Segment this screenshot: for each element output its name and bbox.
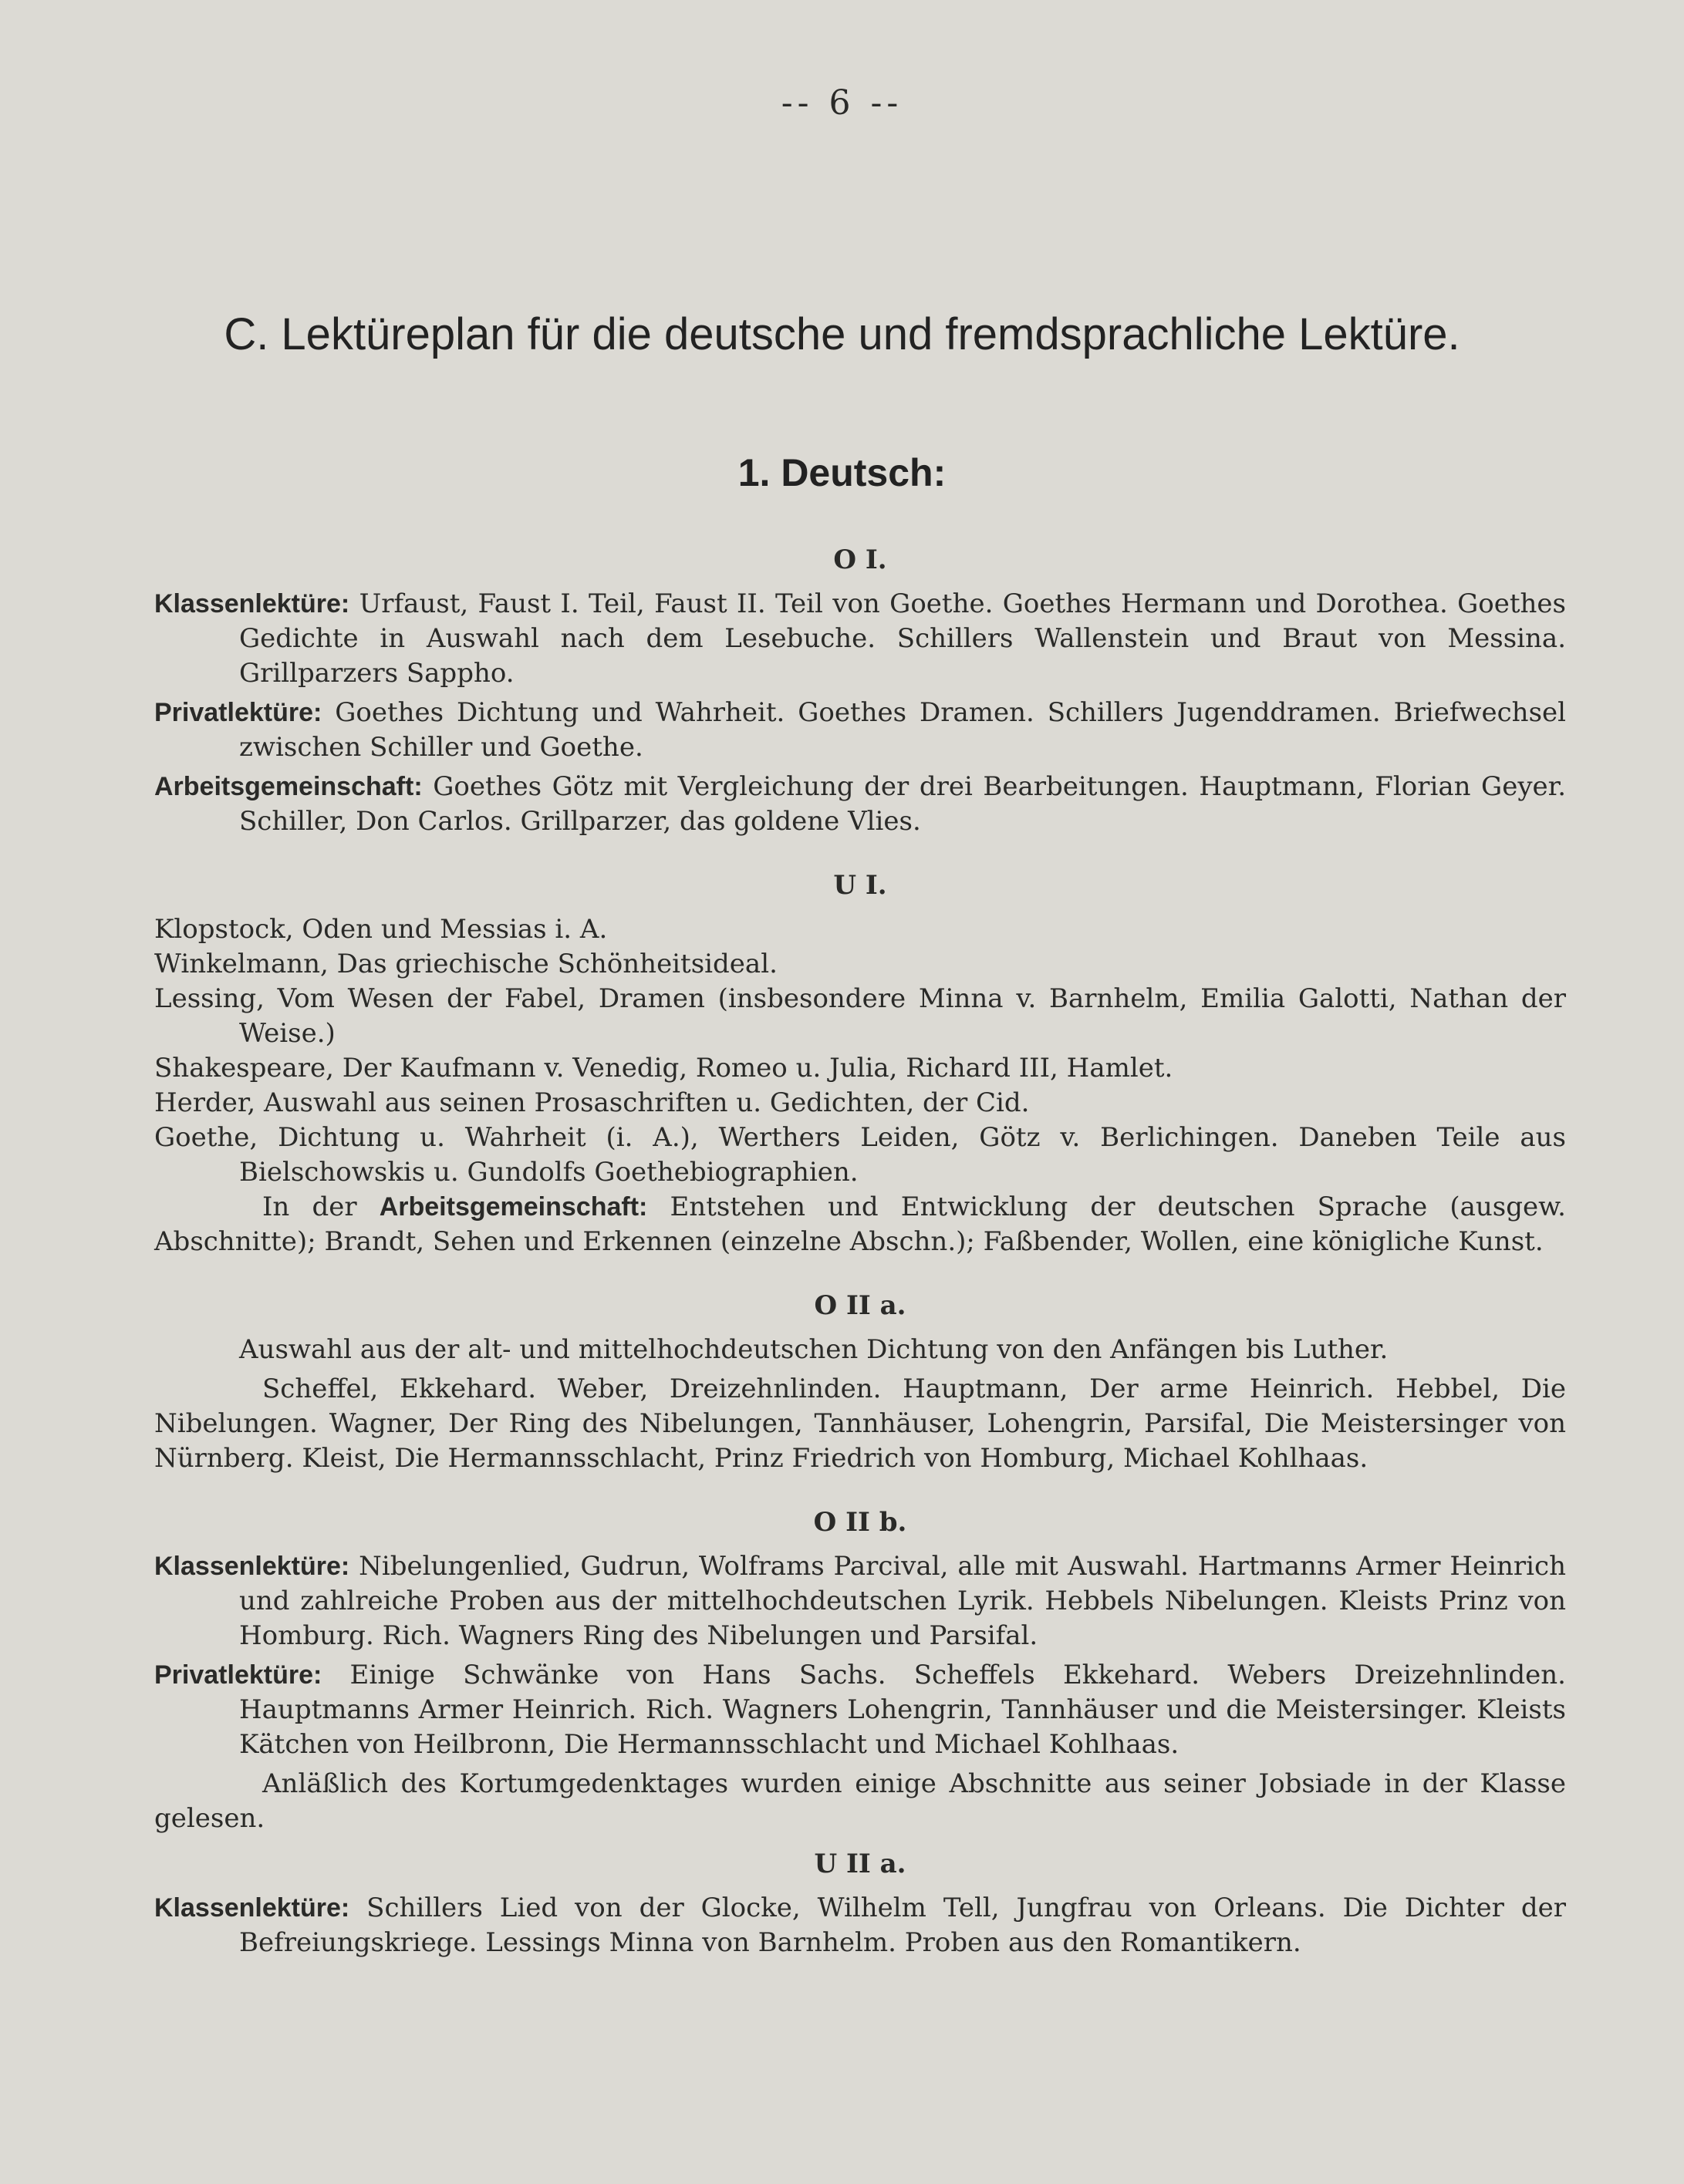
u1-list-item: Herder, Auswahl aus seinen Prosaschriften u. Gedichten, der Cid.	[154, 1087, 1030, 1118]
klassenlektuere-label: Klassenlektüre:	[154, 1893, 350, 1923]
klassenlektuere-label: Klassenlektüre:	[154, 1552, 350, 1581]
o2b-klassenlektuere	[154, 1549, 1566, 1653]
u2a-klassenlektuere	[154, 1891, 1566, 1960]
u1-list-item: Winkelmann, Das griechische Schönheitsideal.	[154, 949, 778, 979]
u2a-klassenlektuere-text: Schillers Lied von der Glocke, Wilhelm Tell, Jungfrau von Orleans. Die Dichter der Befreiungskriege. Lessings Minna von Barnhelm. Proben aus den Romantikern.	[239, 1892, 1566, 1958]
u1-list-item: Shakespeare, Der Kaufmann v. Venedig, Romeo u. Julia, Richard III, Hamlet.	[154, 1053, 1173, 1084]
section-heading-u2a: U II a.	[814, 1849, 906, 1879]
section-heading-o2a: O II a.	[814, 1290, 906, 1321]
section-heading-u1: U I.	[833, 870, 887, 901]
u1-list-item: Lessing, Vom Wesen der Fabel, Dramen (insbesondere Minna v. Barnhelm, Emilia Galotti, Nathan der Weise.)	[154, 983, 1566, 1049]
u1-ag-text: Entstehen und Entwicklung der deutschen Sprache (ausgew. Abschnitte); Brandt, Sehen und Erkennen (einzelne Abschn.); Faßbender, Wollen, eine königliche Kunst.	[154, 1191, 1566, 1257]
privatlektuere-label: Privatlektüre:	[154, 698, 322, 727]
klassenlektuere-label: Klassenlektüre:	[154, 589, 350, 618]
o1-arbeitsgemeinschaft	[154, 770, 1566, 839]
document-body	[154, 532, 1566, 1965]
o2a-line-2: Scheffel, Ekkehard. Weber, Dreizehnlinden. Hauptmann, Der arme Heinrich. Hebbel, Die Nibelungen. Wagner, Der Ring des Nibelungen, Tannhäuser, Lohengrin, Parsifal, Die Meistersinger von Nürnberg. Kleist, Die Hermannsschlacht, Prinz Friedrich von Homburg, Michael Kohlhaas.	[154, 1373, 1566, 1474]
o1-arbeitsgemeinschaft-text: Goethes Götz mit Vergleichung der drei Bearbeitungen. Hauptmann, Florian Geyer. Schiller, Don Carlos. Grillparzer, das goldene Vlies.	[239, 771, 1566, 837]
u1-list-item: Klopstock, Oden und Messias i. A.	[154, 914, 608, 945]
o2a-line-1: Auswahl aus der alt- und mittelhochdeutschen Dichtung von den Anfängen bis Luther.	[239, 1334, 1389, 1365]
o2b-privatlektuere-text: Einige Schwänke von Hans Sachs. Scheffels Ekkehard. Webers Dreizehnlinden. Hauptmanns Armer Heinrich. Rich. Wagners Lohengrin, Tannhäuser und die Meistersinger. Kleists Kätchen von Heilbronn, Die Hermannsschlacht und Michael Kohlhaas.	[239, 1660, 1566, 1760]
u1-arbeitsgemeinschaft	[154, 1190, 1566, 1259]
o2b-note: Anläßlich des Kortumgedenktages wurden einige Abschnitte aus seiner Jobsiade in der Klasse gelesen.	[154, 1768, 1566, 1834]
section-subtitle: 1. Deutsch:	[737, 451, 947, 494]
o1-privatlektuere	[154, 696, 1566, 765]
arbeitsgemeinschaft-label: Arbeitsgemeinschaft:	[379, 1192, 648, 1222]
u1-ag-prefix: In der	[262, 1191, 357, 1222]
u1-list-item: Goethe, Dichtung u. Wahrheit (i. A.), Werthers Leiden, Götz v. Berlichingen. Daneben Teile aus Bielschowskis u. Gundolfs Goethebiographien.	[154, 1122, 1566, 1188]
privatlektuere-label: Privatlektüre:	[154, 1660, 322, 1690]
page-title: C. Lektüreplan für die deutsche und fremdsprachliche Lektüre.	[224, 309, 1460, 359]
o1-klassenlektuere	[154, 587, 1566, 691]
o1-privatlektuere-text: Goethes Dichtung und Wahrheit. Goethes Dramen. Schillers Jugenddramen. Briefwechsel zwischen Schiller und Goethe.	[239, 697, 1567, 763]
section-heading-o1: O I.	[833, 544, 887, 575]
page-number: -- 6 --	[781, 83, 903, 123]
o2b-klassenlektuere-text: Nibelungenlied, Gudrun, Wolframs Parcival, alle mit Auswahl. Hartmanns Armer Heinrich und zahlreiche Proben aus der mittelhochdeutschen Lyrik. Hebbels Nibelungen. Kleists Prinz von Homburg. Rich. Wagners Ring des Nibelungen und Parsifal.	[239, 1551, 1566, 1651]
section-heading-o2b: O II b.	[813, 1507, 907, 1538]
o2b-privatlektuere	[154, 1658, 1566, 1762]
arbeitsgemeinschaft-label: Arbeitsgemeinschaft:	[154, 772, 423, 801]
o1-klassenlektuere-text: Urfaust, Faust I. Teil, Faust II. Teil von Goethe. Goethes Hermann und Dorothea. Goethes Gedichte in Auswahl nach dem Lesebuche. Schillers Wallenstein und Braut von Messina. Grillparzers Sappho.	[239, 588, 1566, 689]
